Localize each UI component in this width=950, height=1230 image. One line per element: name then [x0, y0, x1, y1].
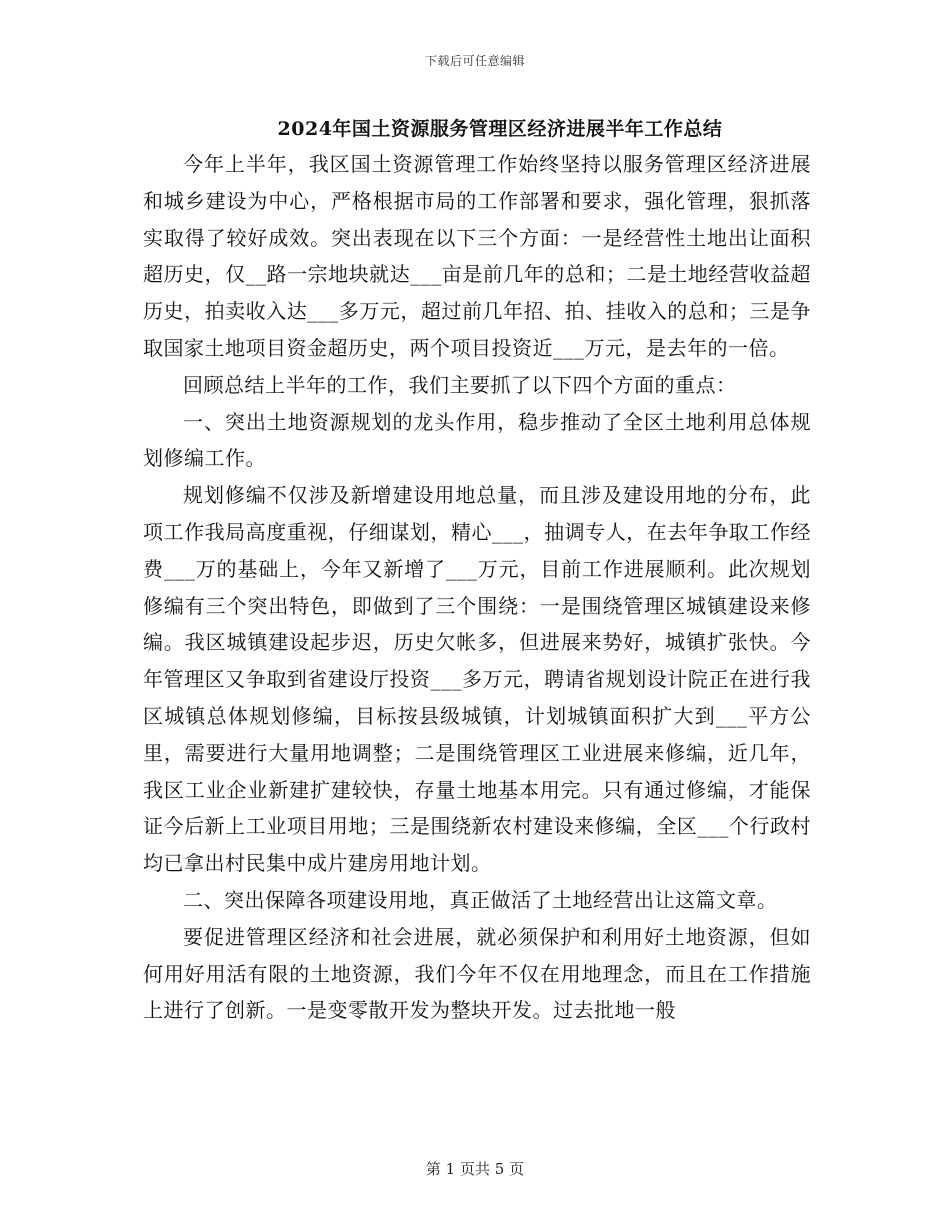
section-heading-1: 一、突出土地资源规划的龙头作用，稳步推动了全区土地利用总体规划修编工作。 — [143, 409, 811, 471]
document-title: 2024年国土资源服务管理区经济进展半年工作总结 — [277, 118, 723, 140]
body-paragraph-intro: 今年上半年，我区国土资源管理工作始终坚持以服务管理区经济进展和城乡建设为中心，严格根据市局的工作部署和要求，强化管理，狠抓落实取得了较好成效。突出表现在以下三个方面：一是经营性土地出让面积超历史，仅__路一宗地块就达___亩是前几年的总和；二是土地经营收益超历史，拍卖收入达___多万元，超过前几年招、拍、挂收入的总和；三是争取国家土地项目资金超历史，两个项目投资近___万元，是去年的一倍。 — [143, 152, 811, 360]
section-heading-2: 二、突出保障各项建设用地，真正做活了土地经营出让这篇文章。 — [183, 887, 778, 912]
body-paragraph-review: 回顾总结上半年的工作，我们主要抓了以下四个方面的重点： — [183, 372, 737, 397]
body-paragraph-land-use: 要促进管理区经济和社会进展，就必须保护和利用好土地资源，但如何用好用活有限的土地资源，我们今年不仅在用地理念，而且在工作措施上进行了创新。一是变零散开发为整块开发。过去批地一般 — [143, 924, 811, 1023]
body-paragraph-planning: 规划修编不仅涉及新增建设用地总量，而且涉及建设用地的分布，此项工作我局高度重视，仔细谋划，精心___，抽调专人，在去年争取工作经费___万的基础上，今年又新增了___万元，目前工作进展顺利。此次规划修编有三个突出特色，即做到了三个围绕：一是围绕管理区城镇建设来修编。我区城镇建设起步迟，历史欠帐多，但进展来势好，城镇扩张快。今年管理区又争取到省建设厅投资___多万元，聘请省规划设计院正在进行我区城镇总体规划修编，目标按县级城镇，计划城镇面积扩大到___平方公里，需要进行大量用地调整；二是围绕管理区工业进展来修编，近几年，我区工业企业新建扩建较快，存量土地基本用完。只有通过修编，才能保证今后新上工业项目用地；三是围绕新农村建设来修编，全区___个行政村均已拿出村民集中成片建房用地计划。 — [143, 483, 811, 876]
page-header-note: 下载后可任意编辑 — [424, 54, 525, 68]
document-body — [143, 146, 811, 1029]
page-number-footer: 第 1 页共 5 页 — [425, 1160, 525, 1178]
